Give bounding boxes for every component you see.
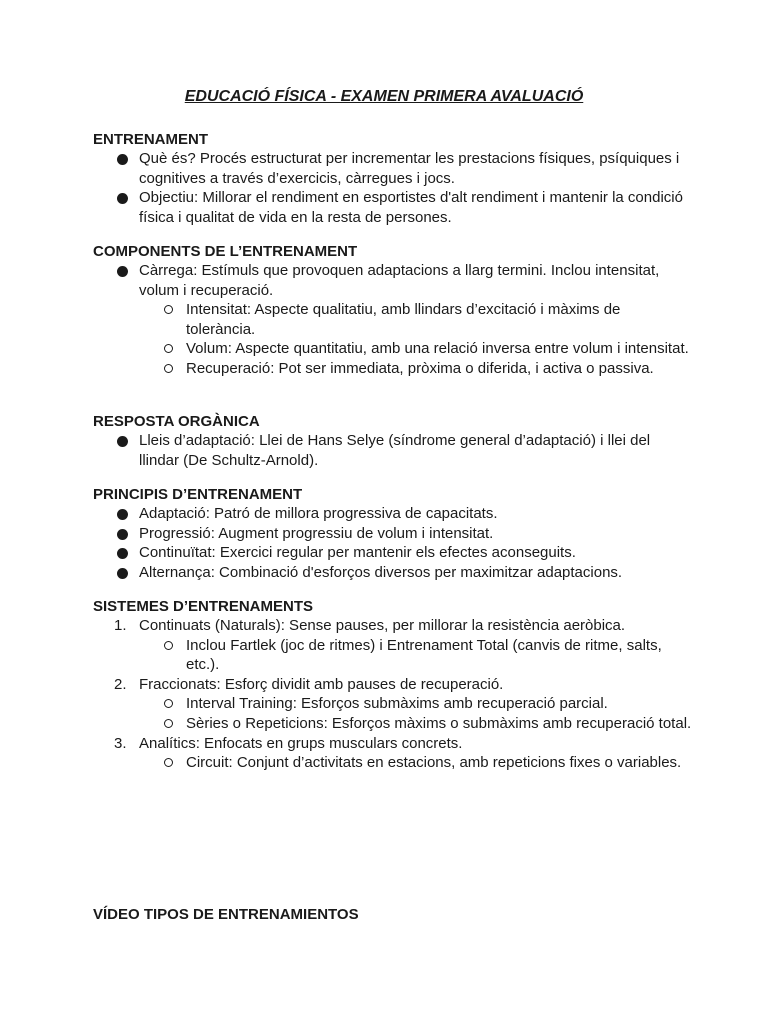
bullet-circle-icon [164, 364, 173, 373]
section-components [93, 242, 693, 379]
bullet-circle-icon [164, 699, 173, 708]
list-item-text: Progressió: Augment progressiu de volum i intensitat. [139, 524, 494, 542]
section-sistemes [93, 597, 693, 773]
list-item [93, 524, 693, 544]
sub-list-item-text: Inclou Fartlek (joc de ritmes) i Entrenament Total (canvis de ritme, salts, etc.). [186, 636, 662, 674]
section-heading: ENTRENAMENT [93, 131, 208, 148]
bullet-dot-icon [117, 529, 128, 540]
list-item-text: Què és? Procés estructurat per incrementar les prestacions físiques, psíquiques i cognitives a través d’exercicis, càrregues i jocs. [139, 150, 680, 187]
bullet-dot-icon [117, 548, 128, 559]
bullet-circle-icon [164, 758, 173, 767]
numbered-list [93, 616, 693, 636]
sub-list-item-text: Sèries o Repeticions: Esforços màxims o submàxims amb recuperació total. [186, 714, 692, 732]
sub-list-item [93, 339, 693, 359]
sub-bullet-list [93, 694, 693, 733]
section-principis [93, 485, 693, 582]
sub-list-item-text: Recuperació: Pot ser immediata, pròxima o diferida, i activa o passiva. [186, 359, 654, 377]
list-item [93, 504, 693, 524]
bullet-list [93, 149, 693, 227]
section-heading: PRINCIPIS D’ENTRENAMENT [93, 486, 303, 503]
bullet-dot-icon [117, 154, 128, 165]
list-item-text: Alternança: Combinació d'esforços diversos per maximitzar adaptacions. [139, 563, 623, 581]
bullet-circle-icon [164, 641, 173, 650]
section-resposta [93, 412, 693, 470]
list-number: 3. [114, 734, 127, 752]
list-item [93, 543, 693, 563]
sub-bullet-list [93, 753, 693, 773]
list-item [93, 431, 693, 470]
sub-list-item [93, 753, 693, 773]
list-item [93, 563, 693, 583]
numbered-list [93, 675, 693, 695]
sub-list-item-text: Volum: Aspecte quantitatiu, amb una relació inversa entre volum i intensitat. [186, 340, 689, 358]
bullet-dot-icon [117, 568, 128, 579]
section-entrenament [93, 130, 693, 227]
sub-list-item-text: Circuit: Conjunt d’activitats en estacions, amb repeticions fixes o variables. [186, 754, 682, 772]
numbered-list-item [93, 616, 693, 636]
numbered-list [93, 734, 693, 754]
list-item-text: Adaptació: Patró de millora progressiva de capacitats. [139, 505, 498, 522]
list-item-text: Continuïtat: Exercici regular per mantenir els efectes aconseguits. [139, 544, 576, 562]
section-video [93, 905, 693, 924]
sub-list-item [93, 300, 693, 339]
list-item [93, 261, 693, 300]
sub-bullet-list [93, 300, 693, 378]
sub-list-item [93, 636, 693, 675]
sub-list-item [93, 359, 693, 379]
section-heading: SISTEMES D’ENTRENAMENTS [93, 598, 314, 615]
document-title: EDUCACIÓ FÍSICA - EXAMEN PRIMERA AVALUACIÓ [184, 88, 584, 105]
bullet-list [93, 504, 693, 582]
bullet-dot-icon [117, 266, 128, 277]
sub-bullet-list [93, 636, 693, 675]
numbered-list-item [93, 675, 693, 695]
bullet-circle-icon [164, 305, 173, 314]
bullet-circle-icon [164, 719, 173, 728]
list-item-text: Fraccionats: Esforç dividit amb pauses de recuperació. [139, 675, 504, 693]
bullet-list [93, 431, 693, 470]
sub-list-item-text: Interval Training: Esforços submàxims amb recuperació parcial. [186, 695, 608, 713]
list-item-text: Continuats (Naturals): Sense pauses, per millorar la resistència aeròbica. [139, 617, 626, 634]
list-item-text: Lleis d’adaptació: Llei de Hans Selye (síndrome general d’adaptació) i llei del llindar (De Schultz-Arnold). [139, 432, 651, 469]
list-item [93, 188, 693, 227]
sub-list-item-text: Intensitat: Aspecte qualitatiu, amb llindars d’excitació i màxims de tolerància. [186, 301, 621, 338]
sub-list-item [93, 694, 693, 714]
bullet-dot-icon [117, 193, 128, 204]
section-heading: RESPOSTA ORGÀNICA [93, 413, 260, 430]
sub-list-item [93, 714, 693, 734]
section-heading: VÍDEO TIPOS DE ENTRENAMIENTOS [93, 906, 359, 923]
list-number: 1. [114, 617, 127, 634]
bullet-list [93, 261, 693, 300]
bullet-circle-icon [164, 344, 173, 353]
section-heading: COMPONENTS DE L’ENTRENAMENT [93, 243, 358, 260]
list-item-text: Analítics: Enfocats en grups musculars concrets. [139, 734, 463, 752]
list-number: 2. [114, 675, 127, 693]
list-item-text: Càrrega: Estímuls que provoquen adaptacions a llarg termini. Inclou intensitat, volum i recuperació. [139, 262, 660, 299]
bullet-dot-icon [117, 509, 128, 520]
list-item [93, 149, 693, 188]
bullet-dot-icon [117, 436, 128, 447]
numbered-list-item [93, 734, 693, 754]
list-item-text: Objectiu: Millorar el rendiment en esportistes d'alt rendiment i mantenir la condició física i qualitat de vida en la resta de persones. [139, 189, 683, 226]
